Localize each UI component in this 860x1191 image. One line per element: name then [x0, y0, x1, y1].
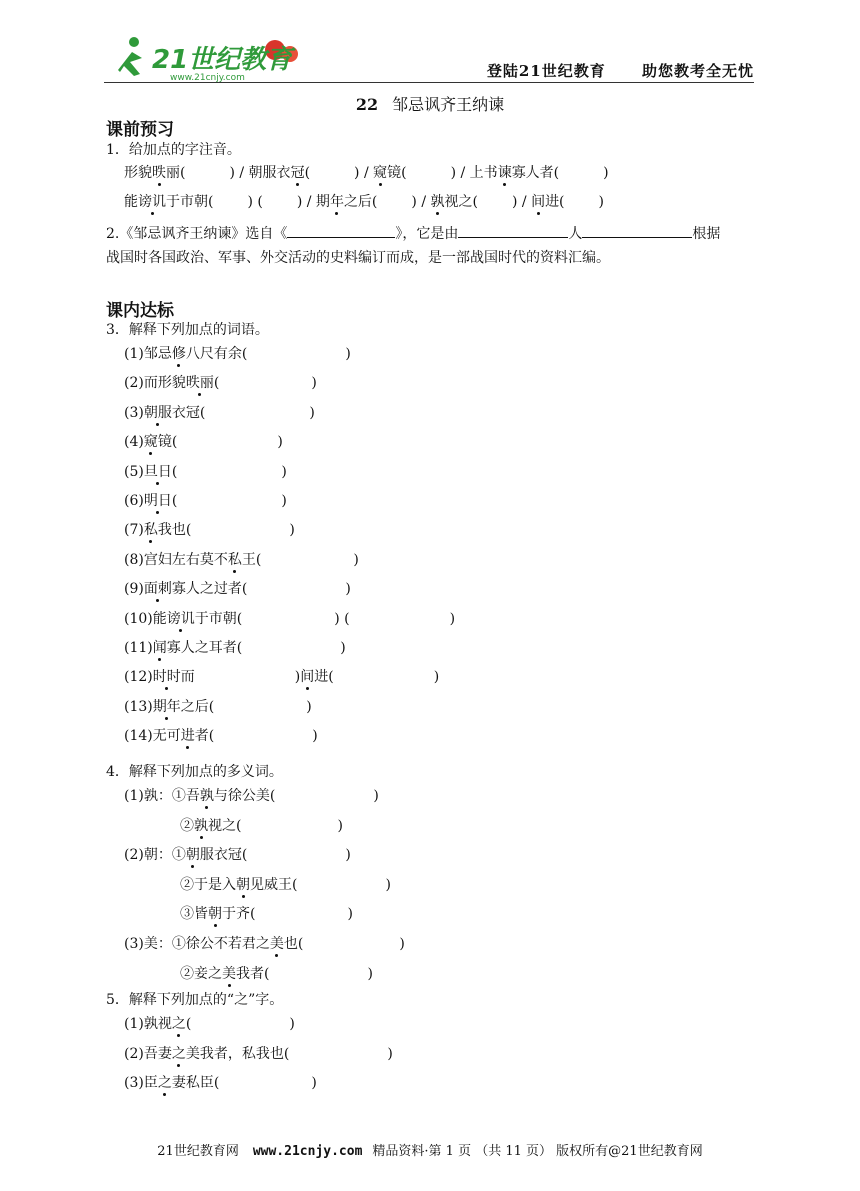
q2-blank-era[interactable]: [458, 223, 568, 238]
q2-line1: 2.《邹忌讽齐王纳谏》选自《 》，它是由 人 根据: [106, 223, 720, 244]
logo-wordmark: 21世纪教育: [152, 45, 293, 75]
q3-item: (2)而形貌昳丽( ): [124, 375, 317, 392]
q4-stem: 4．解释下列加点的多义词。: [106, 764, 283, 780]
q4-item: (1)孰：①吾孰与徐公美( ): [124, 788, 379, 804]
lesson-number: 22: [355, 95, 379, 114]
q5-stem: 5．解释下列加点的“之”字。: [106, 992, 284, 1008]
q3-item: (12)时时而 )间进( ): [124, 669, 440, 686]
q3-item: (10)能谤讥于市朝( ) ( ): [124, 610, 456, 627]
q2-blank-source[interactable]: [287, 223, 395, 238]
footer-url[interactable]: www.21cnjy.com: [252, 1144, 363, 1159]
section-preview: 课前预习: [106, 120, 174, 140]
q4-item: (3)美：①徐公不若君之美也( ): [124, 936, 405, 952]
footer-left: 21世纪教育网: [157, 1144, 239, 1159]
page-footer: [0, 1140, 860, 1159]
header-slogan: [457, 60, 754, 81]
q3-item: (4)窥镜( ): [124, 434, 283, 451]
page-title: [0, 92, 860, 115]
q4-item: (2)朝：①朝服衣冠( ): [124, 847, 351, 864]
slogan-right: 助您教考全无忧: [641, 62, 754, 80]
q3-item: (3)朝服衣冠( ): [124, 404, 315, 421]
q4-item: ②孰视之( ): [180, 817, 343, 834]
q5-item: (1)孰视之( ): [124, 1016, 295, 1032]
q3-item: (6)明日( ): [124, 493, 287, 509]
q3-stem: 3．解释下列加点的词语。: [106, 322, 269, 338]
q1-row1: 形貌昳丽( ) / 朝服衣冠( ) / 窥镜( ) / 上书谏寡人者( ): [124, 165, 609, 181]
section-in-class: 课内达标: [106, 301, 174, 321]
q3-item: (8)宫妇左右莫不私王( ): [124, 551, 359, 568]
q4-item: ②于是入朝见威王( ): [180, 876, 391, 893]
q4-item: ③皆朝于齐( ): [180, 906, 353, 923]
logo-url: www.21cnjy.com: [170, 73, 245, 83]
q2-line2: 战国时各国政治、军事、外交活动的史料编订而成，是一部战国时代的资料汇编。: [106, 250, 610, 266]
q2-blank-compiler[interactable]: [582, 223, 692, 238]
q3-item: (1)邹忌修八尺有余( ): [124, 346, 351, 362]
slogan-left: 登陆21世纪教育: [486, 62, 606, 80]
lesson-title: 邹忌讽齐王纳谏: [392, 95, 505, 114]
site-logo: [112, 34, 312, 84]
q3-item: (11)闻寡人之耳者( ): [124, 640, 346, 656]
q3-item: (14)无可进者( ): [124, 728, 318, 745]
q5-item: (3)臣之妻私臣( ): [124, 1075, 317, 1092]
header-divider: [104, 82, 754, 83]
q4-item: ②妾之美我者( ): [180, 965, 373, 982]
q3-item: (9)面刺寡人之过者( ): [124, 581, 351, 598]
q3-item: (7)私我也( ): [124, 522, 295, 539]
q3-item: (5)旦日( ): [124, 463, 287, 480]
q3-item: (13)期年之后( ): [124, 698, 312, 715]
q1-row2: 能谤讥于市朝( ) ( ) / 期年之后( ) / 孰视之( ) / 间进( ): [124, 194, 604, 210]
q5-item: (2)吾妻之美我者，私我也( ): [124, 1045, 393, 1062]
footer-right: 精品资料·第 1 页 （共 11 页） 版权所有@21世纪教育网: [372, 1144, 703, 1159]
q1-stem: 1．给加点的字注音。: [106, 142, 241, 158]
